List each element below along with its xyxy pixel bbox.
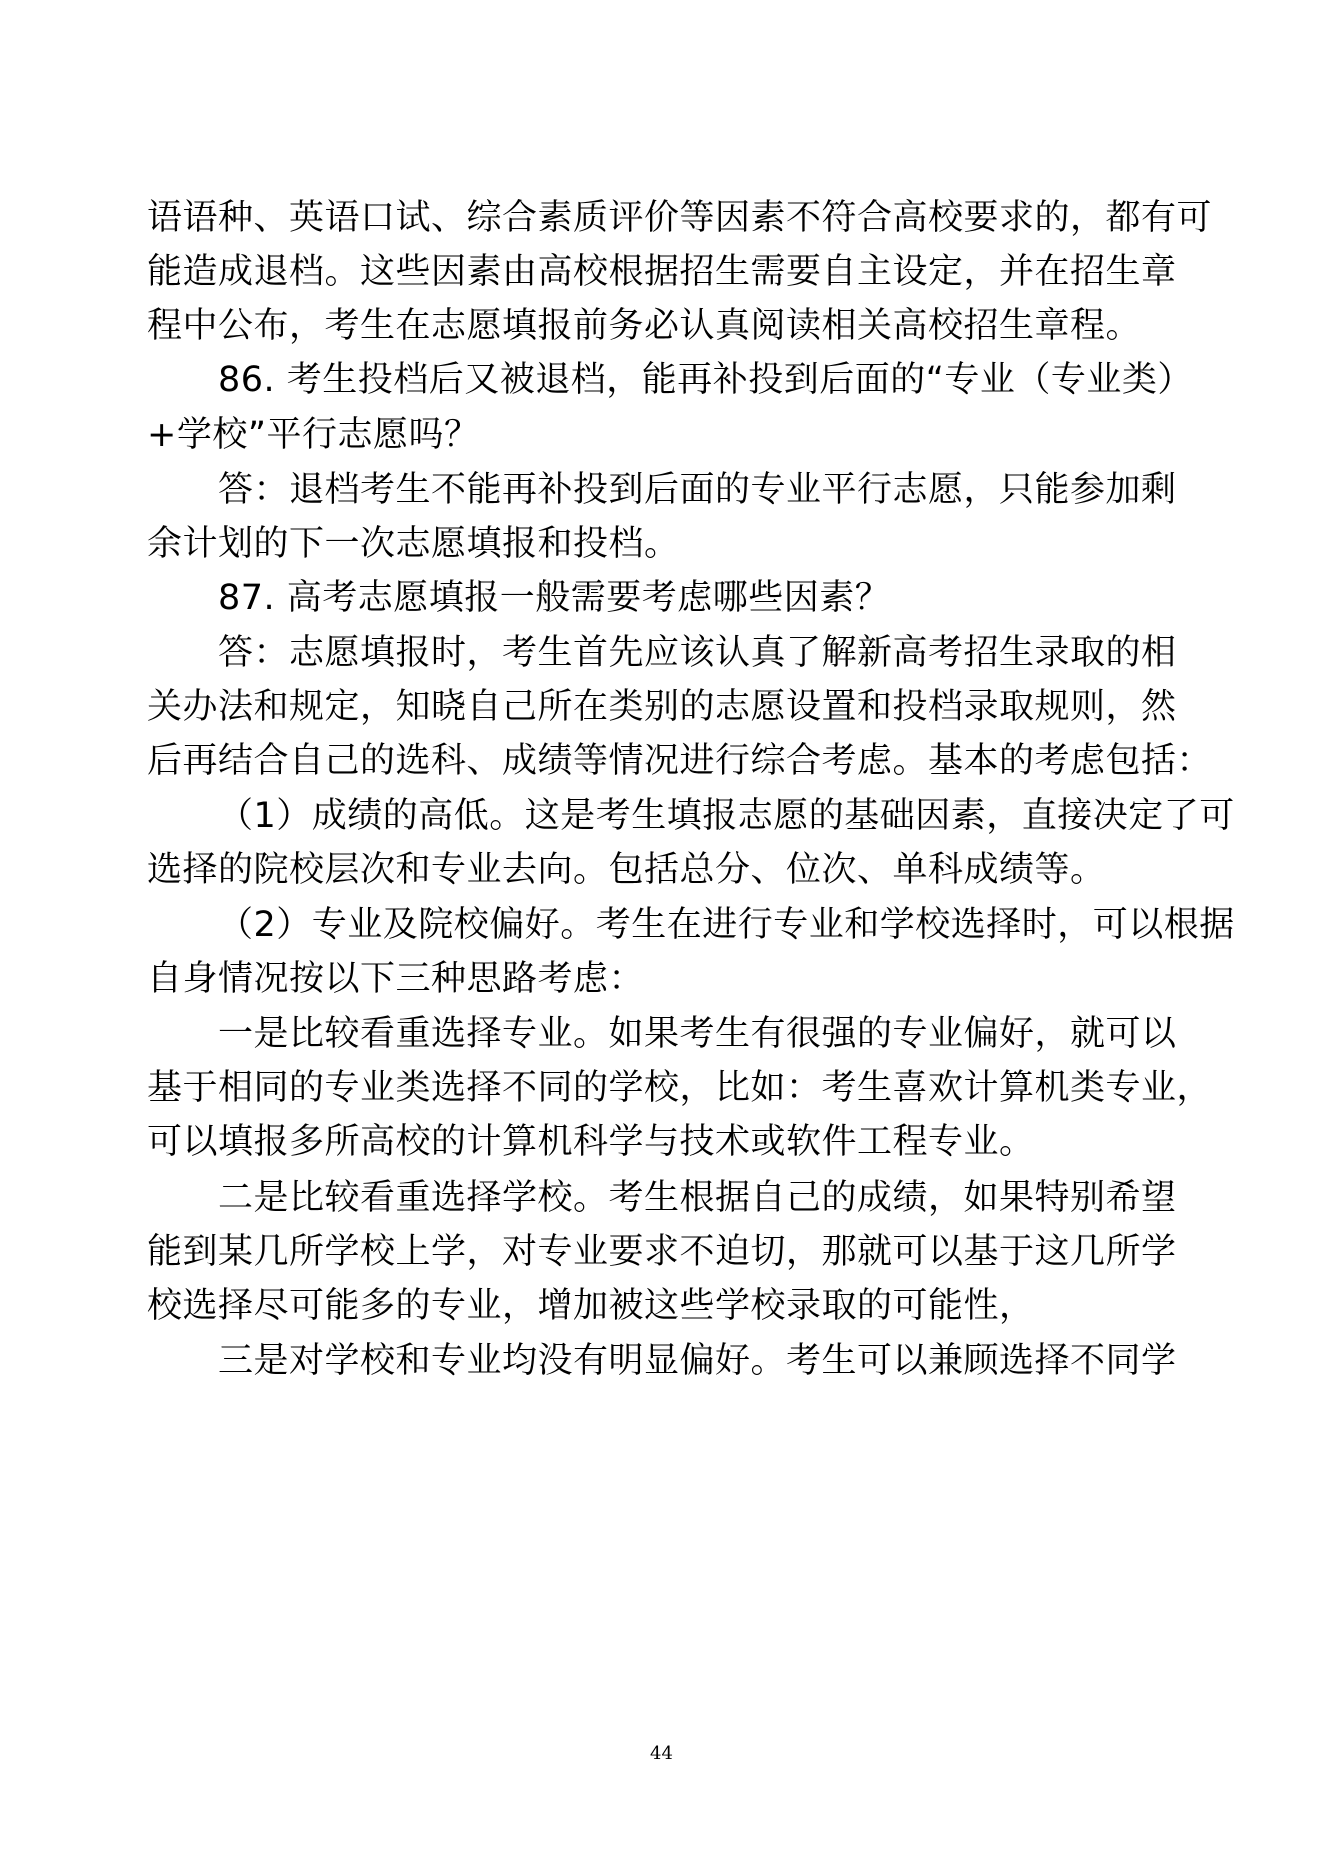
text-line: 后再结合自己的选科、成绩等情况进行综合考虑。基本的考虑包括： (147, 741, 1213, 781)
paragraph-start: 一是比较看重选择专业。如果考生有很强的专业偏好，就可以 (218, 1014, 1177, 1054)
page-number: 44 (650, 1743, 673, 1764)
text-line: +学校”平行志愿吗？ (147, 415, 480, 455)
text-line: 选择的院校层次和专业去向。包括总分、位次、单科成绩等。 (147, 850, 1106, 890)
text-line: 关办法和规定，知晓自己所在类别的志愿设置和投档录取规则，然 (147, 687, 1177, 727)
answer-text: 答：退档考生不能再补投到后面的专业平行志愿，只能参加剩 (218, 470, 1177, 510)
paragraph-start: 二是比较看重选择学校。考生根据自己的成绩，如果特别希望 (218, 1178, 1177, 1218)
question-heading: 87. 高考志愿填报一般需要考虑哪些因素？ (218, 578, 891, 618)
paragraph-start: 三是对学校和专业均没有明显偏好。考生可以兼顾选择不同学 (218, 1341, 1177, 1381)
text-line: 可以填报多所高校的计算机科学与技术或软件工程专业。 (147, 1122, 1035, 1162)
text-line: 能到某几所学校上学，对专业要求不迫切，那就可以基于这几所学 (147, 1232, 1177, 1272)
text-line: 能造成退档。这些因素由高校根据招生需要自主设定，并在招生章 (147, 252, 1177, 292)
text-line: 自身情况按以下三种思路考虑： (147, 959, 645, 999)
answer-text: 答：志愿填报时，考生首先应该认真了解新高考招生录取的相 (218, 633, 1177, 673)
question-heading: 86. 考生投档后又被退档，能再补投到后面的“专业（专业类） (218, 360, 1193, 400)
list-item: （1）成绩的高低。这是考生填报志愿的基础因素，直接决定了可 (218, 796, 1235, 836)
list-item: （2）专业及院校偏好。考生在进行专业和学校选择时，可以根据 (218, 905, 1235, 945)
text-line: 校选择尽可能多的专业，增加被这些学校录取的可能性， (147, 1286, 1035, 1326)
text-line: 语语种、英语口试、综合素质评价等因素不符合高校要求的，都有可 (147, 198, 1213, 238)
text-line: 余计划的下一次志愿填报和投档。 (147, 524, 680, 564)
text-line: 程中公布，考生在志愿填报前务必认真阅读相关高校招生章程。 (147, 306, 1142, 346)
text-line: 基于相同的专业类选择不同的学校，比如：考生喜欢计算机类专业， (147, 1068, 1213, 1108)
